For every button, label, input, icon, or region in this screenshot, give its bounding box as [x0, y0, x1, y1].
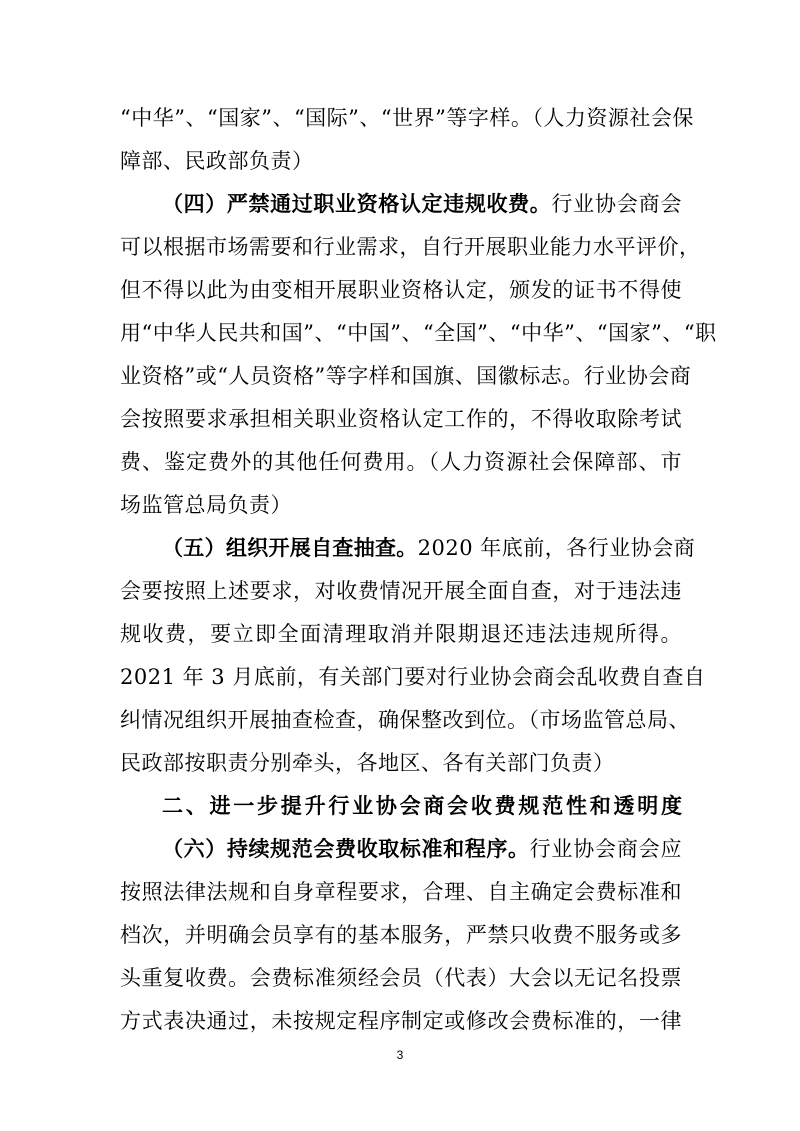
text-line: 规收费，要立即全面清理取消并限期退还违法违规所得。 — [120, 622, 682, 646]
text-line: 按照法律法规和自身章程要求，合理、自主确定会费标准和 — [120, 880, 682, 904]
text-line: 业资格”或“人员资格”等字样和国旗、国徽标志。行业协会商 — [120, 364, 692, 388]
paragraph-4-text: 行业协会商会 — [551, 192, 682, 216]
text-line: 场监管总局负责） — [120, 493, 292, 517]
text-line: “中华”、“国家”、“国际”、“世界”等字样。（人力资源社会保 — [120, 106, 694, 130]
text-line: 障部、民政部负责） — [120, 149, 314, 173]
paragraph-4-heading: （四）严禁通过职业资格认定违规收费。 — [162, 192, 552, 216]
page-number: 3 — [396, 1048, 404, 1062]
text-line: 用“中华人民共和国”、“中国”、“全国”、“中华”、“国家”、“职 — [120, 321, 717, 345]
text-line: 头重复收费。会费标准须经会员（代表）大会以无记名投票 — [120, 966, 682, 990]
text-line: 会要按照上述要求，对收费情况开展全面自查，对于违法违 — [120, 579, 682, 603]
paragraph-5-heading: （五）组织开展自查抽查。 — [162, 536, 418, 560]
text-line: 纠情况组织开展抽查检查，确保整改到位。（市场监管总局、 — [120, 708, 690, 732]
paragraph-5-first-line — [162, 526, 696, 570]
text-line: 但不得以此为由变相开展职业资格认定，颁发的证书不得使 — [120, 278, 682, 302]
paragraph-4-first-line — [162, 182, 682, 226]
text-line: 方式表决通过，未按规定程序制定或修改会费标准的，一律 — [120, 1009, 682, 1033]
section-2-heading: 二、进一步提升行业协会商会收费规范性和透明度 — [162, 794, 682, 818]
paragraph-6-first-line — [162, 827, 682, 871]
text-line: 可以根据市场需要和行业需求，自行开展职业能力水平评价， — [120, 235, 701, 259]
text-line: 档次，并明确会员享有的基本服务，严禁只收费不服务或多 — [120, 923, 682, 947]
text-line: 2021 年 3 月底前，有关部门要对行业协会商会乱收费自查自 — [120, 665, 706, 689]
paragraph-6-text: 行业协会商会应 — [529, 837, 682, 861]
paragraph-6-heading: （六）持续规范会费收取标准和程序。 — [162, 837, 530, 861]
paragraph-5-text: 2020 年底前，各行业协会商 — [417, 536, 696, 560]
text-line: 费、鉴定费外的其他任何费用。（人力资源社会保障部、市 — [120, 450, 682, 474]
text-line: 民政部按职责分别牵头，各地区、各有关部门负责） — [120, 751, 615, 775]
text-line: 会按照要求承担相关职业资格认定工作的，不得收取除考试 — [120, 407, 682, 431]
